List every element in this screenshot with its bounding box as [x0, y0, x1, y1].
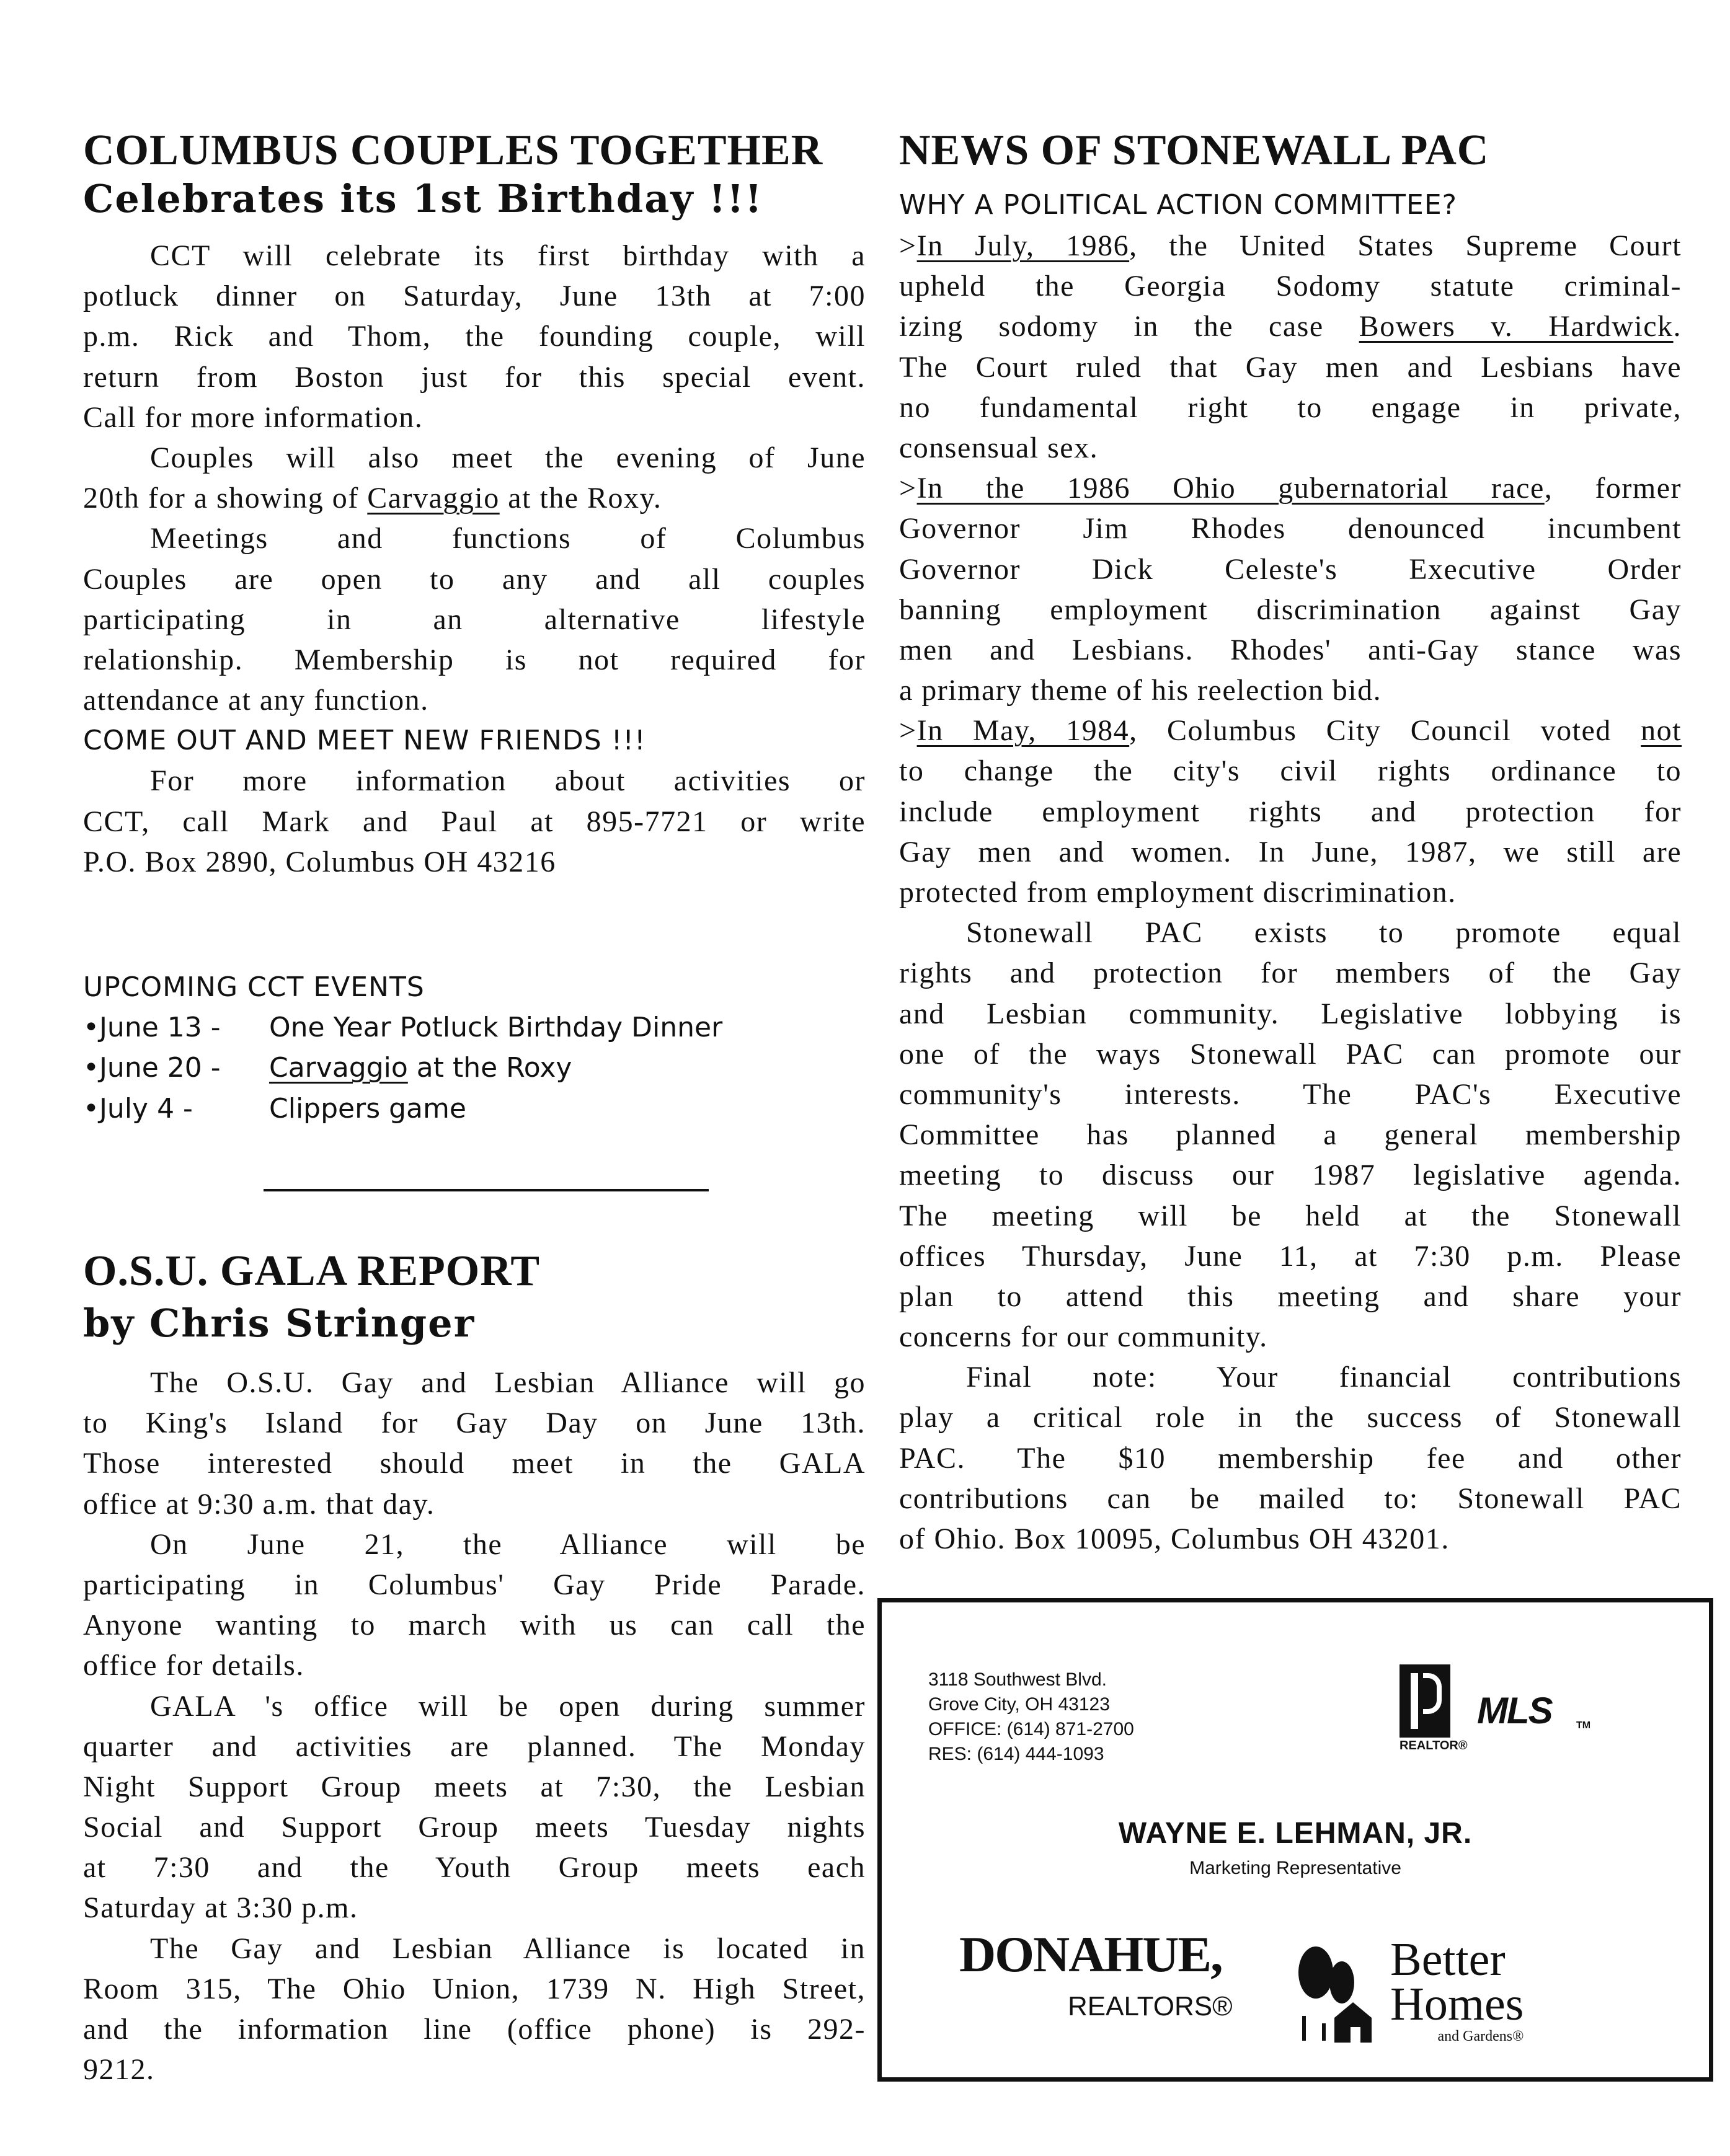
paragraph: [899, 912, 1682, 1357]
text-span: Call for more information.: [83, 400, 424, 434]
text-line: [899, 1034, 1682, 1074]
paragraph: [83, 1363, 866, 1524]
text-span: participating in an alternative lifestyle: [83, 603, 866, 636]
text-span: contributions can be mailed to: Stonewall PAC: [899, 1482, 1682, 1515]
text-span: Saturday at 3:30 p.m.: [83, 1891, 358, 1925]
text-line: [83, 1565, 866, 1605]
stonewall-headline: NEWS OF STONEWALL PAC: [899, 126, 1489, 174]
text-line: [83, 1888, 866, 1928]
text-span: Committee has planned a general membership: [899, 1118, 1682, 1152]
text-line: [899, 1438, 1682, 1478]
text-span: For more information about activities or: [150, 764, 866, 798]
text-span: Night Support Group meets at 7:30, the Lesbian: [83, 1770, 866, 1803]
text-line: [899, 832, 1682, 872]
text-line: [83, 559, 866, 599]
trees-house-icon: [1291, 1940, 1378, 2046]
text-line: [899, 1357, 1682, 1397]
text-line: [899, 1236, 1682, 1276]
text-line: [899, 549, 1682, 590]
text-line: [899, 1519, 1682, 1559]
text-span: at 7:30 and the Youth Group meets each: [83, 1851, 866, 1884]
text-span: and Lesbian community. Legislative lobbying is: [899, 997, 1682, 1030]
text-span: Stonewall PAC exists to promote equal: [966, 916, 1682, 950]
text-line: [83, 357, 866, 397]
text-span: offices Thursday, June 11, at 7:30 p.m. Please: [899, 1239, 1682, 1273]
paragraph: [899, 710, 1682, 912]
better-homes-logo: Better Homes and Gardens®: [1390, 1933, 1524, 2044]
text-line: [899, 387, 1682, 428]
text-span: Those interested should meet in the GALA: [83, 1447, 866, 1480]
events-heading: UPCOMING CCT EVENTS: [83, 971, 425, 1003]
text-line: [899, 1196, 1682, 1236]
text-line: [899, 1478, 1682, 1519]
text-span: Meetings and functions of Columbus: [150, 522, 866, 555]
text-span: concerns for our community.: [899, 1320, 1268, 1354]
text-span: The Court ruled that Gay men and Lesbians have: [899, 350, 1682, 384]
text-line: [83, 2009, 866, 2049]
text-line: [899, 468, 1682, 508]
text-line: [899, 792, 1682, 832]
text-line: [83, 438, 866, 478]
realtor-logo: REALTOR®: [1400, 1664, 1471, 1761]
text-span: Couples will also meet the evening of June: [150, 441, 866, 474]
stonewall-article: [899, 124, 1682, 1555]
text-span: PAC. The $10 membership fee and other: [899, 1441, 1682, 1475]
ad-address: 3118 Southwest Blvd. Grove City, OH 43123 OFFICE: (614) 871-2700 RES: (614) 444-1093: [928, 1669, 1134, 1764]
event-item: •July 4 - Clippers game: [83, 1092, 466, 1124]
gala-byline: by Chris Stringer: [83, 1301, 476, 1346]
text-line: [83, 1767, 866, 1807]
text-span: office for details.: [83, 1649, 304, 1682]
text-line: [83, 1524, 866, 1565]
paragraph: [83, 236, 866, 438]
text-line: [83, 1847, 866, 1888]
event-name: Carvaggio: [269, 1052, 408, 1084]
text-line: [83, 397, 866, 438]
text-line: [899, 953, 1682, 993]
text-line: [83, 276, 866, 316]
text-line: [83, 316, 866, 356]
event-item: •June 20 - Carvaggio at the Roxy: [83, 1052, 572, 1084]
text-span: to change the city's civil rights ordinance to: [899, 754, 1682, 788]
text-line: [899, 710, 1682, 751]
text-span: potluck dinner on Saturday, June 13th at 7:00: [83, 280, 866, 313]
text-span: Governor Jim Rhodes denounced incumbent: [899, 512, 1682, 546]
cct-subhead: Celebrates its 1st Birthday !!!: [83, 176, 763, 221]
text-span: participating in Columbus' Gay Pride Parade.: [83, 1568, 866, 1601]
underlined-text: In May, 1984: [916, 714, 1130, 748]
text-line: [83, 680, 866, 720]
text-span: men and Lesbians. Rhodes' anti-Gay stance was: [899, 633, 1682, 666]
text-line: [83, 236, 866, 276]
text-line: [83, 1807, 866, 1847]
text-line: [899, 266, 1682, 306]
text-span: meeting to discuss our 1987 legislative agenda.: [899, 1159, 1682, 1192]
text-span: to King's Island for Gay Day on June 13th.: [83, 1407, 866, 1440]
paragraph: [83, 518, 866, 720]
text-span: P.O. Box 2890, Columbus OH 43216: [83, 845, 556, 878]
stonewall-subhead: WHY A POLITICAL ACTION COMMITTEE?: [899, 189, 1458, 221]
text-line: [83, 802, 866, 842]
paragraph: [83, 438, 866, 518]
gala-paragraphs: [83, 1363, 866, 2090]
paragraph: [83, 1928, 866, 2090]
text-line: [899, 1397, 1682, 1438]
cct-article: [83, 124, 866, 878]
text-span: community's interests. The PAC's Executive: [899, 1077, 1682, 1111]
text-span: Room 315, The Ohio Union, 1739 N. High Street,: [83, 1972, 866, 2005]
text-span: >: [899, 472, 917, 505]
text-span: and the information line (office phone) is 292-: [83, 2013, 866, 2046]
text-line: [899, 994, 1682, 1034]
text-span: play a critical role in the success of Stonewall: [899, 1401, 1682, 1434]
text-line: [899, 751, 1682, 791]
text-line: [83, 842, 866, 882]
text-span: >: [899, 714, 917, 748]
text-line: [899, 1115, 1682, 1155]
text-span: CCT, call Mark and Paul at 895-7721 or write: [83, 805, 866, 838]
cct-events: [83, 967, 866, 1129]
event-name: One Year Potluck Birthday Dinner: [269, 1012, 723, 1044]
event-item: •June 13 - One Year Potluck Birthday Dinner: [83, 1012, 723, 1044]
text-span: Final note: Your financial contributions: [966, 1361, 1682, 1394]
cct-callout: COME OUT AND MEET NEW FRIENDS !!!: [83, 725, 646, 757]
event-name: Clippers game: [269, 1092, 466, 1124]
text-line: [83, 518, 866, 559]
text-line: [899, 670, 1682, 710]
agent-title: Marketing Representative: [1189, 1858, 1401, 1878]
text-line: [899, 1155, 1682, 1195]
text-line: [899, 428, 1682, 468]
text-line: [83, 1726, 866, 1767]
text-span: attendance at any function.: [83, 684, 429, 717]
text-line: [83, 640, 866, 680]
text-span: , Columbus City Council voted: [1129, 714, 1641, 748]
text-span: Gay men and women. In June, 1987, we still are: [899, 835, 1682, 868]
text-span: plan to attend this meeting and share your: [899, 1279, 1682, 1313]
text-span: Social and Support Group meets Tuesday nights: [83, 1811, 866, 1844]
text-line: [899, 590, 1682, 630]
text-span: GALA 's office will be open during summer: [150, 1689, 866, 1723]
text-line: [83, 1686, 866, 1726]
text-span: , former: [1544, 472, 1682, 505]
gala-headline: O.S.U. GALA REPORT: [83, 1247, 541, 1295]
text-span: Couples are open to any and all couples: [83, 562, 866, 596]
paragraph: [83, 761, 866, 882]
company-name: DONAHUE,: [959, 1926, 1222, 1982]
underlined-text: not: [1641, 714, 1682, 748]
text-line: [899, 306, 1682, 347]
paragraph: [899, 468, 1682, 710]
mls-logo: MLS: [1477, 1690, 1552, 1731]
text-span: CCT will celebrate its first birthday with a: [150, 239, 866, 272]
text-line: [899, 872, 1682, 912]
text-span: relationship. Membership is not required for: [83, 643, 866, 676]
text-line: [83, 761, 866, 801]
text-span: return from Boston just for this special event.: [83, 360, 866, 394]
text-line: [83, 1605, 866, 1645]
paragraph: [83, 1524, 866, 1686]
text-span: one of the ways Stonewall PAC can promote our: [899, 1037, 1682, 1071]
cct-headline: COLUMBUS COUPLES TOGETHER: [83, 126, 823, 174]
text-line: [899, 226, 1682, 266]
text-line: [83, 1969, 866, 2009]
text-span: .: [1673, 310, 1682, 343]
paragraph: [83, 1686, 866, 1928]
underlined-text: Carvaggio: [367, 482, 500, 515]
section-divider: [264, 1189, 709, 1191]
text-span: no fundamental right to engage in private,: [899, 391, 1682, 424]
text-span: upheld the Georgia Sodomy statute criminal-: [899, 270, 1682, 303]
cct-contact: [83, 761, 866, 882]
realtor-advertisement: [877, 1598, 1713, 2082]
cct-paragraphs: [83, 236, 866, 720]
text-line: [83, 1484, 866, 1524]
text-span: 9212.: [83, 2053, 155, 2087]
stonewall-paragraphs: [899, 912, 1682, 1559]
stonewall-items: [899, 226, 1682, 912]
underlined-text: Bowers v. Hardwick: [1359, 310, 1674, 343]
text-line: [899, 1074, 1682, 1115]
text-line: [899, 347, 1682, 387]
gala-article: [83, 1245, 866, 2087]
text-span: The O.S.U. Gay and Lesbian Alliance will go: [150, 1366, 866, 1399]
text-span: izing sodomy in the case: [899, 310, 1359, 343]
text-span: include employment rights and protection for: [899, 795, 1682, 828]
text-span: consensual sex.: [899, 431, 1099, 464]
text-line: [83, 1403, 866, 1443]
text-span: a primary theme of his reelection bid.: [899, 674, 1382, 707]
text-span: The Gay and Lesbian Alliance is located in: [150, 1932, 866, 1965]
text-line: [83, 1363, 866, 1403]
realtor-r-icon: [1400, 1664, 1450, 1738]
text-line: [899, 912, 1682, 953]
stonewall-body: [899, 226, 1682, 1559]
text-span: The meeting will be held at the Stonewall: [899, 1199, 1682, 1232]
trademark: TM: [1576, 1720, 1591, 1731]
text-span: p.m. Rick and Thom, the founding couple, will: [83, 320, 866, 353]
paragraph: [899, 1357, 1682, 1559]
text-line: [83, 1443, 866, 1483]
text-line: [83, 1645, 866, 1685]
text-span: Anyone wanting to march with us can call the: [83, 1609, 866, 1642]
text-span: at the Roxy.: [499, 482, 662, 515]
text-span: rights and protection for members of the Gay: [899, 957, 1682, 990]
text-line: [83, 1928, 866, 1969]
text-span: >: [899, 229, 917, 262]
text-line: [899, 508, 1682, 549]
text-span: On June 21, the Alliance will be: [150, 1527, 866, 1561]
text-span: banning employment discrimination against Gay: [899, 593, 1682, 626]
text-span: Governor Dick Celeste's Executive Order: [899, 552, 1682, 586]
underlined-text: In the 1986 Ohio gubernatorial race: [916, 472, 1545, 505]
paragraph: [899, 226, 1682, 468]
text-span: protected from employment discrimination.: [899, 876, 1457, 909]
text-span: of Ohio. Box 10095, Columbus OH 43201.: [899, 1522, 1450, 1555]
text-span: 20th for a showing of: [83, 482, 368, 515]
text-span: , the United States Supreme Court: [1129, 229, 1682, 262]
cct-body: [83, 236, 866, 882]
text-line: [83, 2049, 866, 2090]
agent-name: WAYNE E. LEHMAN, JR.: [1118, 1817, 1473, 1850]
text-span: office at 9:30 a.m. that day.: [83, 1487, 435, 1521]
text-span: quarter and activities are planned. The Monday: [83, 1730, 866, 1763]
text-line: [899, 630, 1682, 670]
text-line: [899, 1317, 1682, 1357]
gala-body: [83, 1363, 866, 2090]
text-line: [899, 1276, 1682, 1317]
text-line: [83, 478, 866, 518]
company-subtitle: REALTORS®: [1068, 1991, 1233, 2021]
underlined-text: In July, 1986: [916, 229, 1130, 262]
text-line: [83, 599, 866, 640]
